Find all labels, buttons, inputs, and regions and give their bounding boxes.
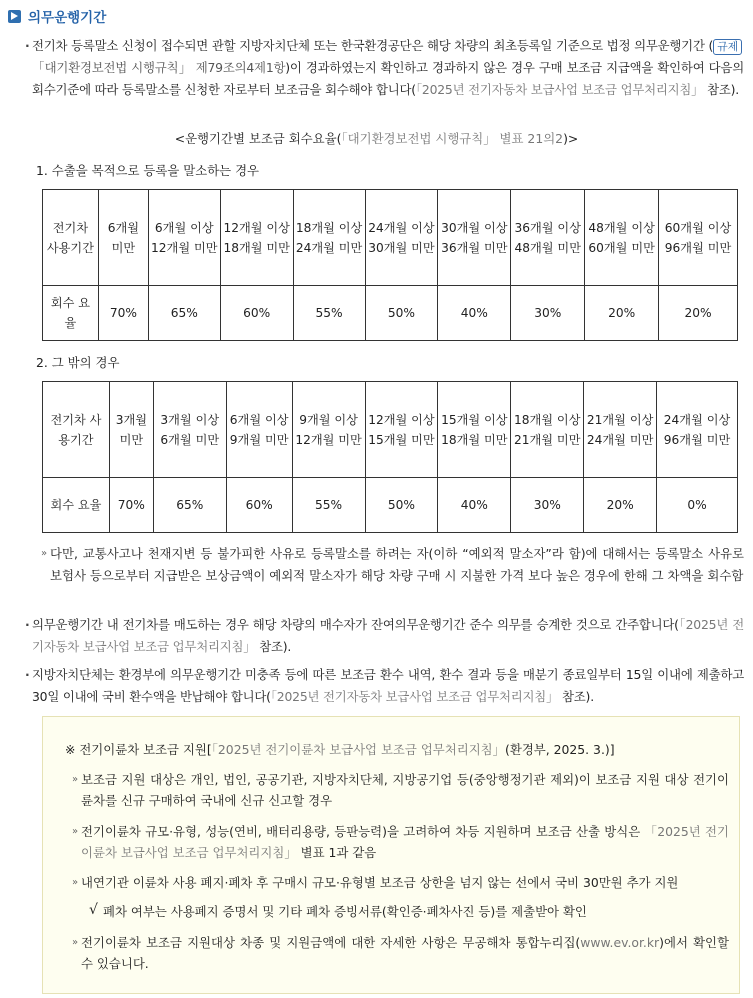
period-cell: 15개월 이상 18개월 미만	[438, 382, 511, 478]
rate-cell: 70%	[98, 286, 148, 341]
bullet-dot: ·	[25, 667, 30, 682]
arrow-right-icon: »	[72, 826, 79, 837]
rate-cell: 30%	[511, 478, 584, 533]
case2-period-row	[43, 382, 738, 478]
row-header: 전기차 사용기간	[43, 382, 110, 478]
paragraph-recovery: · 전기차 등록말소 신청이 접수되면 관할 지방자치단체 또는 한국환경공단은 해당 차량의 최초등록일 기준으로 법정 의무운행기간 ( 규제「대기환경보전법 시행규칙」 제79조의4제1항)이 경과하였는지 확인하고 경과하지 않은 경우 구매 보조금 지급액을 확인하여 다음의 회수기준에 따라 등록말소를 신청한 자로부터 보조금을 회수해야 합니다(「2025년 전기자동차 보급사업 보조금 업무처리지침」 참조).	[32, 35, 744, 101]
check-icon: √	[89, 902, 98, 918]
rate-cell: 50%	[365, 286, 438, 341]
row-header: 전기차 사용기간	[43, 190, 99, 286]
case2-rate-row	[43, 478, 738, 533]
period-cell: 6개월 이상 9개월 미만	[226, 382, 292, 478]
rate-cell: 65%	[148, 286, 220, 341]
box-title-cite[interactable]: 「2025년 전기이륜차 보급사업 보조금 업무처리지침」	[211, 742, 506, 757]
period-cell: 9개월 이상 12개월 미만	[292, 382, 365, 478]
case2-table	[42, 381, 738, 533]
rate-cell: 20%	[584, 478, 657, 533]
period-cell: 12개월 이상 18개월 미만	[220, 190, 293, 286]
period-cell: 18개월 이상 21개월 미만	[511, 382, 584, 478]
case1-rate-row	[43, 286, 738, 341]
case1-table	[42, 189, 738, 341]
rate-cell: 60%	[226, 478, 292, 533]
law-reference-link[interactable]: 「대기환경보전법 시행규칙」 제79조의4제1항	[32, 60, 286, 75]
rate-cell: 65%	[153, 478, 226, 533]
period-cell: 60개월 이상 96개월 미만	[659, 190, 738, 286]
rate-cell: 30%	[511, 286, 585, 341]
period-cell: 3개월 이상 6개월 미만	[153, 382, 226, 478]
table-caption: <운행기간별 보조금 회수요율(「대기환경보전법 시행규칙」 별표 21의2)>	[174, 131, 579, 146]
paragraph-local-gov: · 지방자치단체는 환경부에 의무운행기간 미충족 등에 따른 보조금 환수 내역, 환수 결과 등을 매분기 종료일부터 15일 이내에 제출하고 30일 이내에 국비 환수액을 반납해야 합니다(「2025년 전기자동차 보급사업 보조금 업무처리지침」 참조).	[32, 664, 744, 708]
rate-cell: 55%	[293, 286, 365, 341]
play-square-icon	[8, 10, 21, 23]
arrow-right-icon: »	[72, 937, 79, 948]
bullet-dot: ·	[25, 38, 30, 53]
rate-cell: 20%	[659, 286, 738, 341]
rate-cell: 40%	[438, 478, 511, 533]
exception-note: » 다만, 교통사고나 천재지변 등 불가피한 사유로 등록말소를 하려는 자(이하 “예외적 말소자”라 함)에 대해서는 등록말소 사유로 보험사 등으로부터 지급받은 보상금액이 예외적 말소자가 해당 차량 구매 시 지불한 가격 보다 높은 경우에 한해 그 차액을 회수함	[50, 543, 744, 587]
rate-cell: 40%	[438, 286, 511, 341]
paragraph-transfer: · 의무운행기간 내 전기차를 매도하는 경우 해당 차량의 매수자가 잔여의무운행기간 준수 의무를 승계한 것으로 간주합니다(「2025년 전기자동차 보급사업 보조금 업무처리지침」 참조).	[32, 614, 744, 658]
row-header: 회수 요율	[43, 478, 110, 533]
period-cell: 21개월 이상 24개월 미만	[584, 382, 657, 478]
case1-title: 1. 수출을 목적으로 등록을 말소하는 경우	[36, 163, 260, 178]
period-cell: 24개월 이상 30개월 미만	[365, 190, 438, 286]
rate-cell: 50%	[365, 478, 438, 533]
arrow-right-icon: »	[72, 877, 79, 888]
rate-cell: 0%	[657, 478, 738, 533]
row-header: 회수 요율	[43, 286, 99, 341]
period-cell: 36개월 이상 48개월 미만	[511, 190, 585, 286]
arrow-right-icon: »	[72, 774, 79, 785]
period-cell: 3개월 미만	[109, 382, 153, 478]
box-item-cite[interactable]: 「2025년 전기이륜차 보급사업 보조금 업무처리지침」	[81, 824, 729, 860]
rate-cell: 55%	[292, 478, 365, 533]
table-caption-cite[interactable]: 「대기환경보전법 시행규칙」 별표 21의2	[341, 131, 564, 146]
box-item-target: » 보조금 지원 대상은 개인, 법인, 공공기관, 지방자치단체, 지방공기업 등(중앙행정기관 제외)이 보조금 지원 대상 전기이륜차를 신규 구매하여 국내에 신규 신고할 경우	[81, 769, 729, 811]
guideline-cite[interactable]: 「2025년 전기자동차 보급사업 보조금 업무처리지침」	[32, 617, 744, 654]
period-cell: 12개월 이상 15개월 미만	[365, 382, 438, 478]
rate-cell: 70%	[109, 478, 153, 533]
period-cell: 24개월 이상 96개월 미만	[657, 382, 738, 478]
section-header	[8, 6, 106, 26]
box-item-calculation: » 전기이륜차 규모·유형, 성능(연비, 배터리용량, 등판능력)을 고려하여 차등 지원하며 보조금 산출 방식은 「2025년 전기이륜차 보급사업 보조금 업무처리지침」 별표 1과 같음	[81, 821, 729, 863]
period-cell: 6개월 이상 12개월 미만	[148, 190, 220, 286]
arrow-right-icon: »	[41, 548, 48, 559]
regulation-tag[interactable]: 규제	[713, 39, 742, 55]
guideline-cite[interactable]: 「2025년 전기자동차 보급사업 보조금 업무처리지침」	[415, 82, 704, 97]
box-item-details: » 전기이륜차 보조금 지원대상 차종 및 지원금액에 대한 자세한 사항은 무공해차 통합누리집(www.ev.or.kr)에서 확인할 수 있습니다.	[81, 932, 729, 974]
ev-portal-link[interactable]: www.ev.or.kr	[580, 935, 660, 950]
bullet-dot: ·	[25, 617, 30, 632]
period-cell: 18개월 이상 24개월 미만	[293, 190, 365, 286]
box-item-scrap-bonus: » 내연기관 이륜차 사용 폐지·폐차 후 구매시 규모·유형별 보조금 상한을 넘지 않는 선에서 국비 30만원 추가 지원	[81, 872, 729, 893]
motorcycle-subsidy-box	[42, 716, 740, 994]
period-cell: 30개월 이상 36개월 미만	[438, 190, 511, 286]
case2-title: 2. 그 밖의 경우	[36, 355, 120, 370]
case1-period-row	[43, 190, 738, 286]
period-cell: 6개월 미만	[98, 190, 148, 286]
guideline-cite[interactable]: 「2025년 전기자동차 보급사업 보조금 업무처리지침」	[270, 689, 559, 704]
box-title: ※ 전기이륜차 보조금 지원[「2025년 전기이륜차 보급사업 보조금 업무처리지침」(환경부, 2025. 3.)]	[65, 742, 615, 757]
period-cell: 48개월 이상 60개월 미만	[585, 190, 659, 286]
section-title: 의무운행기간	[28, 10, 107, 26]
rate-cell: 60%	[220, 286, 293, 341]
box-subitem-scrap-proof: √ 폐차 여부는 사용폐지 증명서 및 기타 폐차 증빙서류(확인증·폐차사진 등)를 제출받아 확인	[89, 902, 587, 919]
rate-cell: 20%	[585, 286, 659, 341]
